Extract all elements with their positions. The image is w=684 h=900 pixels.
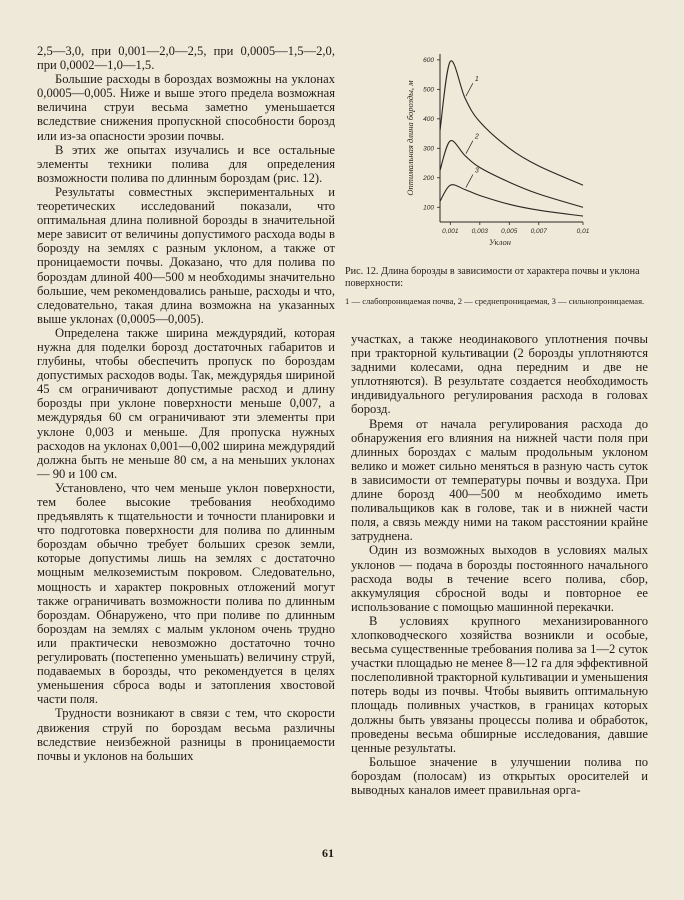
paragraph: В этих же опытах изучались и все остальные элементы техники полива для определения возможности полива по длинным бороздам (рис. 12). xyxy=(37,142,335,185)
series-label-3: 3 xyxy=(474,167,479,175)
caption-title: Рис. 12. Длина борозды в зависимости от характера почвы и уклона поверхности: xyxy=(345,266,640,289)
x-tick-label: 0,003 xyxy=(471,228,488,235)
series-leader-3 xyxy=(466,175,473,188)
series-label-2: 2 xyxy=(474,133,479,141)
paragraph: Установлено, что чем меньше уклон поверхности, тем более высокие требования необходимо предъявлять к тщательности и точности планировки и что подготовка поверхности для полива по длинным бороздам обычно требует больших срезок земли, которые допустимы лишь на землях с достаточно мощным мелкоземистым покровом. Следовательно, мощность и характер покровных отложений могут также ограничивать возможности полива по длинным бороздам. Обнаружено, что при поливе по длинным бороздам на землях с малым уклоном очень трудно или практически невозможно достаточно точно регулировать (постепенно уменьшать) величину струй, подаваемых в борозды, что рекомендуется в целях уменьшения сброса воды и затопления хвостовой части поля. xyxy=(37,480,335,707)
y-tick-label: 600 xyxy=(423,56,434,64)
x-tick-label: 0,007 xyxy=(530,228,547,235)
series-label-1: 1 xyxy=(474,76,479,84)
x-tick-label: 0,005 xyxy=(501,228,518,235)
x-axis-label: Уклон xyxy=(489,237,511,247)
paragraph: Один из возможных выходов в условиях малых уклонов — подача в борозды постоянного начального расхода воды в течение всего полива, сбор, аккумуляция сбросной воды и повторное ее использование с помощью машинной перекачки. xyxy=(351,543,648,614)
paragraph: участках, а также неодинакового уплотнения почвы при тракторной культивации (2 борозды уплотняются задними колесами, одна передним и две не уплотняются). В результате создается необходимость индивидуального регулирования расхода в головах борозд. xyxy=(351,332,648,417)
series-leader-2 xyxy=(466,141,473,154)
caption-legend: 1 — слабопроницаемая почва, 2 — среднепроницаемая, 3 — сильнопроницаемая. xyxy=(345,296,645,306)
series-line-3 xyxy=(440,185,583,216)
y-tick-label: 100 xyxy=(423,204,434,212)
y-tick-label: 400 xyxy=(423,115,434,123)
right-text-column xyxy=(351,332,648,797)
x-tick-label: 0,001 xyxy=(442,228,459,235)
y-tick-label: 500 xyxy=(423,86,434,94)
paragraph: В условиях крупного механизированного хлопководческого хозяйства возникли и особые, весьма существенные требования полива за 1—2 суток участки площадью не менее 8—12 га для эффективной послеполивной тракторной культивации и уменьшения потерь воды из почвы. Чтобы выявить оптимальную площадь поливных участков, в границах которых должны быть увязаны процессы полива и обработок, проведены весьма обширные исследования, давшие ценные результаты. xyxy=(351,613,648,755)
y-axis-label: Оптимальная длина борозды, м xyxy=(405,80,415,196)
figure-caption xyxy=(345,266,645,307)
x-tick-label: 0,01 xyxy=(576,228,590,235)
paragraph: Трудности возникают в связи с тем, что скорости движения струй по бороздам весьма различны вследствие неизбежной разницы в проницаемости почвы и уклонов на больших xyxy=(37,706,335,763)
paragraph: Большие расходы в бороздах возможны на уклонах 0,0005—0,005. Ниже и выше этого предела возможная величина струи весьма заметно уменьшается вследствие снижения пропускной способности борозд или из-за опасности эрозии почвы. xyxy=(37,72,335,143)
y-tick-label: 300 xyxy=(423,145,434,153)
series-leader-1 xyxy=(466,83,473,96)
left-text-column xyxy=(37,44,335,763)
series-line-2 xyxy=(440,141,583,208)
figure-12 xyxy=(345,44,650,324)
paragraph: Результаты совместных экспериментальных и теоретических исследований показали, что оптимальная длина поливной борозды в значительной мере зависит от величины допустимого расхода воды в борозду на землях с разным уклоном, а также от проницаемости почвы. Доказано, что для полива по бороздам длиной 400—500 м необходимы значительно большие, чем рекомендовались раньше, расходы и что, следовательно, такая длина возможна на указанных выше уклонах (0,0005—0,005). xyxy=(37,184,335,326)
paragraph: Большое значение в улучшении полива по бороздам (полосам) из открытых оросителей и выводных каналов имеет правильная орга- xyxy=(351,754,648,797)
y-tick-label: 200 xyxy=(423,174,434,182)
paragraph: 2,5—3,0, при 0,001—2,0—2,5, при 0,0005—1,5—2,0, при 0,0002—1,0—1,5. xyxy=(37,44,335,73)
paragraph: Время от начала регулирования расхода до обнаружения его влияния на нижней части поля при длинных бороздах с малым продольным уклоном велико и может сильно меняться в разную часть суток в зависимости от температуры почвы и воздуха. При длине борозд 400—500 м необходимо иметь поливальщиков как в голове, так и в нижней части поля, а связь между ними на таком расстоянии крайне затруднена. xyxy=(351,416,648,544)
paragraph: Определена также ширина междурядий, которая нужна для поделки борозд достаточных габаритов и глубины, чтобы обеспечить пропуск по бороздам допустимых расходов воды. Так, междурядья шириной 45 см ограничивают допустимые расход и длину борозды при уклоне поверхности меньше 0,007, а междурядья 60 см ограничивают эти элементы при уклоне 0,003 и меньше. Для пропуска нужных расходов на уклонах 0,001—0,002 ширина междурядий должна быть не меньше 80 см, а на меньших уклонах — 90 и 100 см. xyxy=(37,325,335,481)
line-chart xyxy=(345,44,650,266)
series-line-1 xyxy=(440,61,583,185)
page-number: 61 xyxy=(322,846,334,860)
